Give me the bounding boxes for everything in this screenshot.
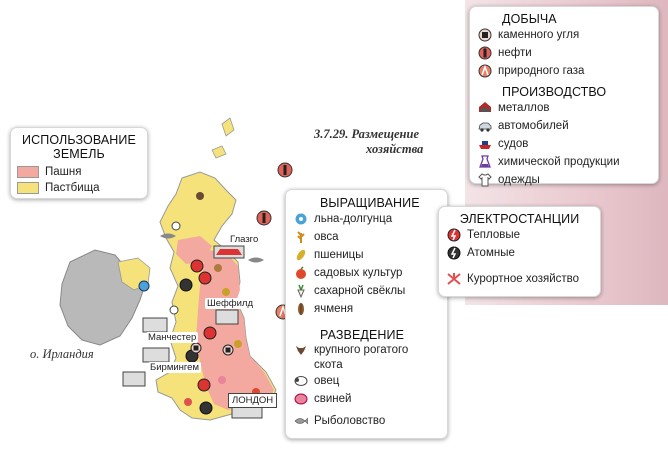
industry-legend	[469, 6, 659, 184]
power-nuclear	[447, 244, 592, 262]
production-item-label: одежды	[498, 174, 540, 186]
growing-item-label: садовых культур	[314, 267, 403, 279]
map-thermal-4	[198, 379, 210, 391]
growing-item	[294, 228, 439, 246]
growing-item-label: овса	[314, 231, 339, 243]
sheep-label: овец	[314, 375, 340, 387]
breeding-pigs	[294, 390, 439, 408]
mining-item	[478, 44, 650, 62]
growing-item	[294, 246, 439, 264]
cattle-icon	[294, 343, 308, 357]
growing-item	[294, 264, 439, 282]
map-fish-2	[248, 258, 264, 263]
production-item	[478, 135, 650, 153]
orkney	[212, 146, 226, 158]
growing-item	[294, 300, 439, 318]
production-title: ПРОИЗВОДСТВО	[502, 85, 607, 99]
production-item-label: металлов	[498, 102, 550, 114]
production-item	[478, 117, 650, 135]
oil-icon	[478, 46, 492, 60]
fish-icon	[294, 414, 308, 428]
wheat-icon	[294, 248, 308, 262]
cattle-label-line2: скота	[314, 359, 343, 371]
beet-icon	[294, 284, 308, 298]
power-thermal	[447, 226, 592, 244]
map-box-manchester	[143, 318, 167, 332]
pig-icon	[294, 392, 308, 406]
map-flax	[139, 281, 149, 291]
growing-item-label: пшеницы	[314, 249, 364, 261]
figure-caption	[314, 127, 423, 157]
growing-item-label: ячменя	[314, 303, 354, 315]
barley-icon	[294, 302, 308, 316]
thermal-label: Тепловые	[467, 229, 521, 241]
power-legend	[438, 206, 601, 297]
growing-item-label: сахарной свёклы	[314, 285, 406, 297]
mining-item	[478, 62, 650, 80]
map-box-birmingham	[143, 348, 169, 362]
figure-title-line2: хозяйства	[366, 142, 424, 156]
city-manchester: Манчестер	[148, 332, 197, 343]
map-sheep-2	[170, 306, 178, 314]
map-sheep-1	[172, 222, 180, 230]
land-use-pasture	[17, 180, 141, 196]
gas-icon	[478, 64, 492, 78]
power-title: ЭЛЕКТРОСТАНЦИИ	[459, 212, 580, 226]
growing-item	[294, 282, 439, 300]
fishing-label: Рыболовство	[314, 415, 386, 427]
breeding-title: РАЗВЕДЕНИЕ	[320, 328, 405, 342]
city-sheffield: Шеффилд	[207, 298, 254, 309]
shetland	[222, 118, 234, 136]
breeding-cattle-line2	[294, 358, 439, 372]
city-birmingham: Бирмингем	[150, 362, 199, 373]
coal-icon	[478, 28, 492, 42]
sheep-icon	[294, 374, 308, 388]
resort-icon	[447, 272, 461, 286]
mining-item-label: каменного угля	[498, 29, 580, 41]
pigs-label: свиней	[314, 393, 352, 405]
offshore-oil-2	[257, 211, 271, 225]
nuclear-plant-icon	[447, 246, 461, 260]
production-item	[478, 171, 650, 189]
production-item	[478, 99, 650, 117]
oats-icon	[294, 230, 308, 244]
growing-title: ВЫРАЩИВАНИЕ	[320, 196, 420, 210]
land-use-title-line2: ЗЕМЕЛЬ	[53, 147, 105, 161]
land-use-title	[17, 133, 141, 161]
figure-number: 3.7.29.	[314, 127, 349, 141]
pasture-label: Пастбища	[45, 182, 100, 194]
arable-swatch	[17, 166, 39, 178]
land-use-title-line1: ИСПОЛЬЗОВАНИЕ	[22, 133, 136, 147]
map-wheat-2	[234, 340, 242, 348]
offshore-oil-1	[278, 163, 292, 177]
production-item-label: химической продукции	[498, 156, 620, 168]
map-thermal-3	[204, 327, 216, 339]
production-item-label: судов	[498, 138, 529, 150]
city-london: ЛОНДОН	[228, 393, 277, 408]
map-thermal-2	[199, 272, 211, 284]
map-box-west	[123, 372, 145, 386]
nuclear-label: Атомные	[467, 247, 515, 259]
resort-label: Курортное хозяйство	[467, 273, 580, 285]
agriculture-legend	[285, 189, 448, 439]
arable-label: Пашня	[45, 166, 82, 178]
figure-title-line1: Размещение	[351, 127, 419, 141]
map-box-sheffield	[216, 310, 238, 324]
city-glasgow: Глазго	[230, 234, 259, 245]
ship-icon	[478, 137, 492, 151]
production-item	[478, 153, 650, 171]
map-thermal-1	[191, 260, 203, 272]
map-nuclear-1	[180, 279, 192, 291]
garden-icon	[294, 266, 308, 280]
map-barley-1	[214, 264, 222, 272]
map-cattle-1	[196, 192, 204, 200]
ireland-label: о. Ирландия	[30, 347, 94, 361]
clothing-icon	[478, 173, 492, 187]
mining-item-label: природного газа	[498, 65, 585, 77]
growing-item	[294, 210, 439, 228]
metals-icon	[478, 101, 492, 115]
thermal-plant-icon	[447, 228, 461, 242]
chemical-icon	[478, 155, 492, 169]
map-nuclear-3	[200, 402, 212, 414]
land-use-legend	[10, 127, 148, 199]
mining-item-label: нефти	[498, 47, 532, 59]
breeding-cattle	[294, 342, 439, 358]
resort	[447, 270, 592, 288]
flax-icon	[294, 212, 308, 226]
breeding-fishing	[294, 412, 439, 430]
growing-item-label: льна-долгунца	[314, 213, 393, 225]
map-pig-1	[218, 376, 226, 384]
map-resort	[184, 398, 192, 406]
pasture-swatch	[17, 182, 39, 194]
cattle-label-line1: крупного рогатого	[314, 344, 409, 356]
land-use-arable	[17, 164, 141, 180]
car-icon	[478, 119, 492, 133]
production-item-label: автомобилей	[498, 120, 569, 132]
mining-item	[478, 26, 650, 44]
breeding-sheep	[294, 372, 439, 390]
mining-title: ДОБЫЧА	[502, 12, 557, 26]
map-wheat-1	[222, 288, 230, 296]
